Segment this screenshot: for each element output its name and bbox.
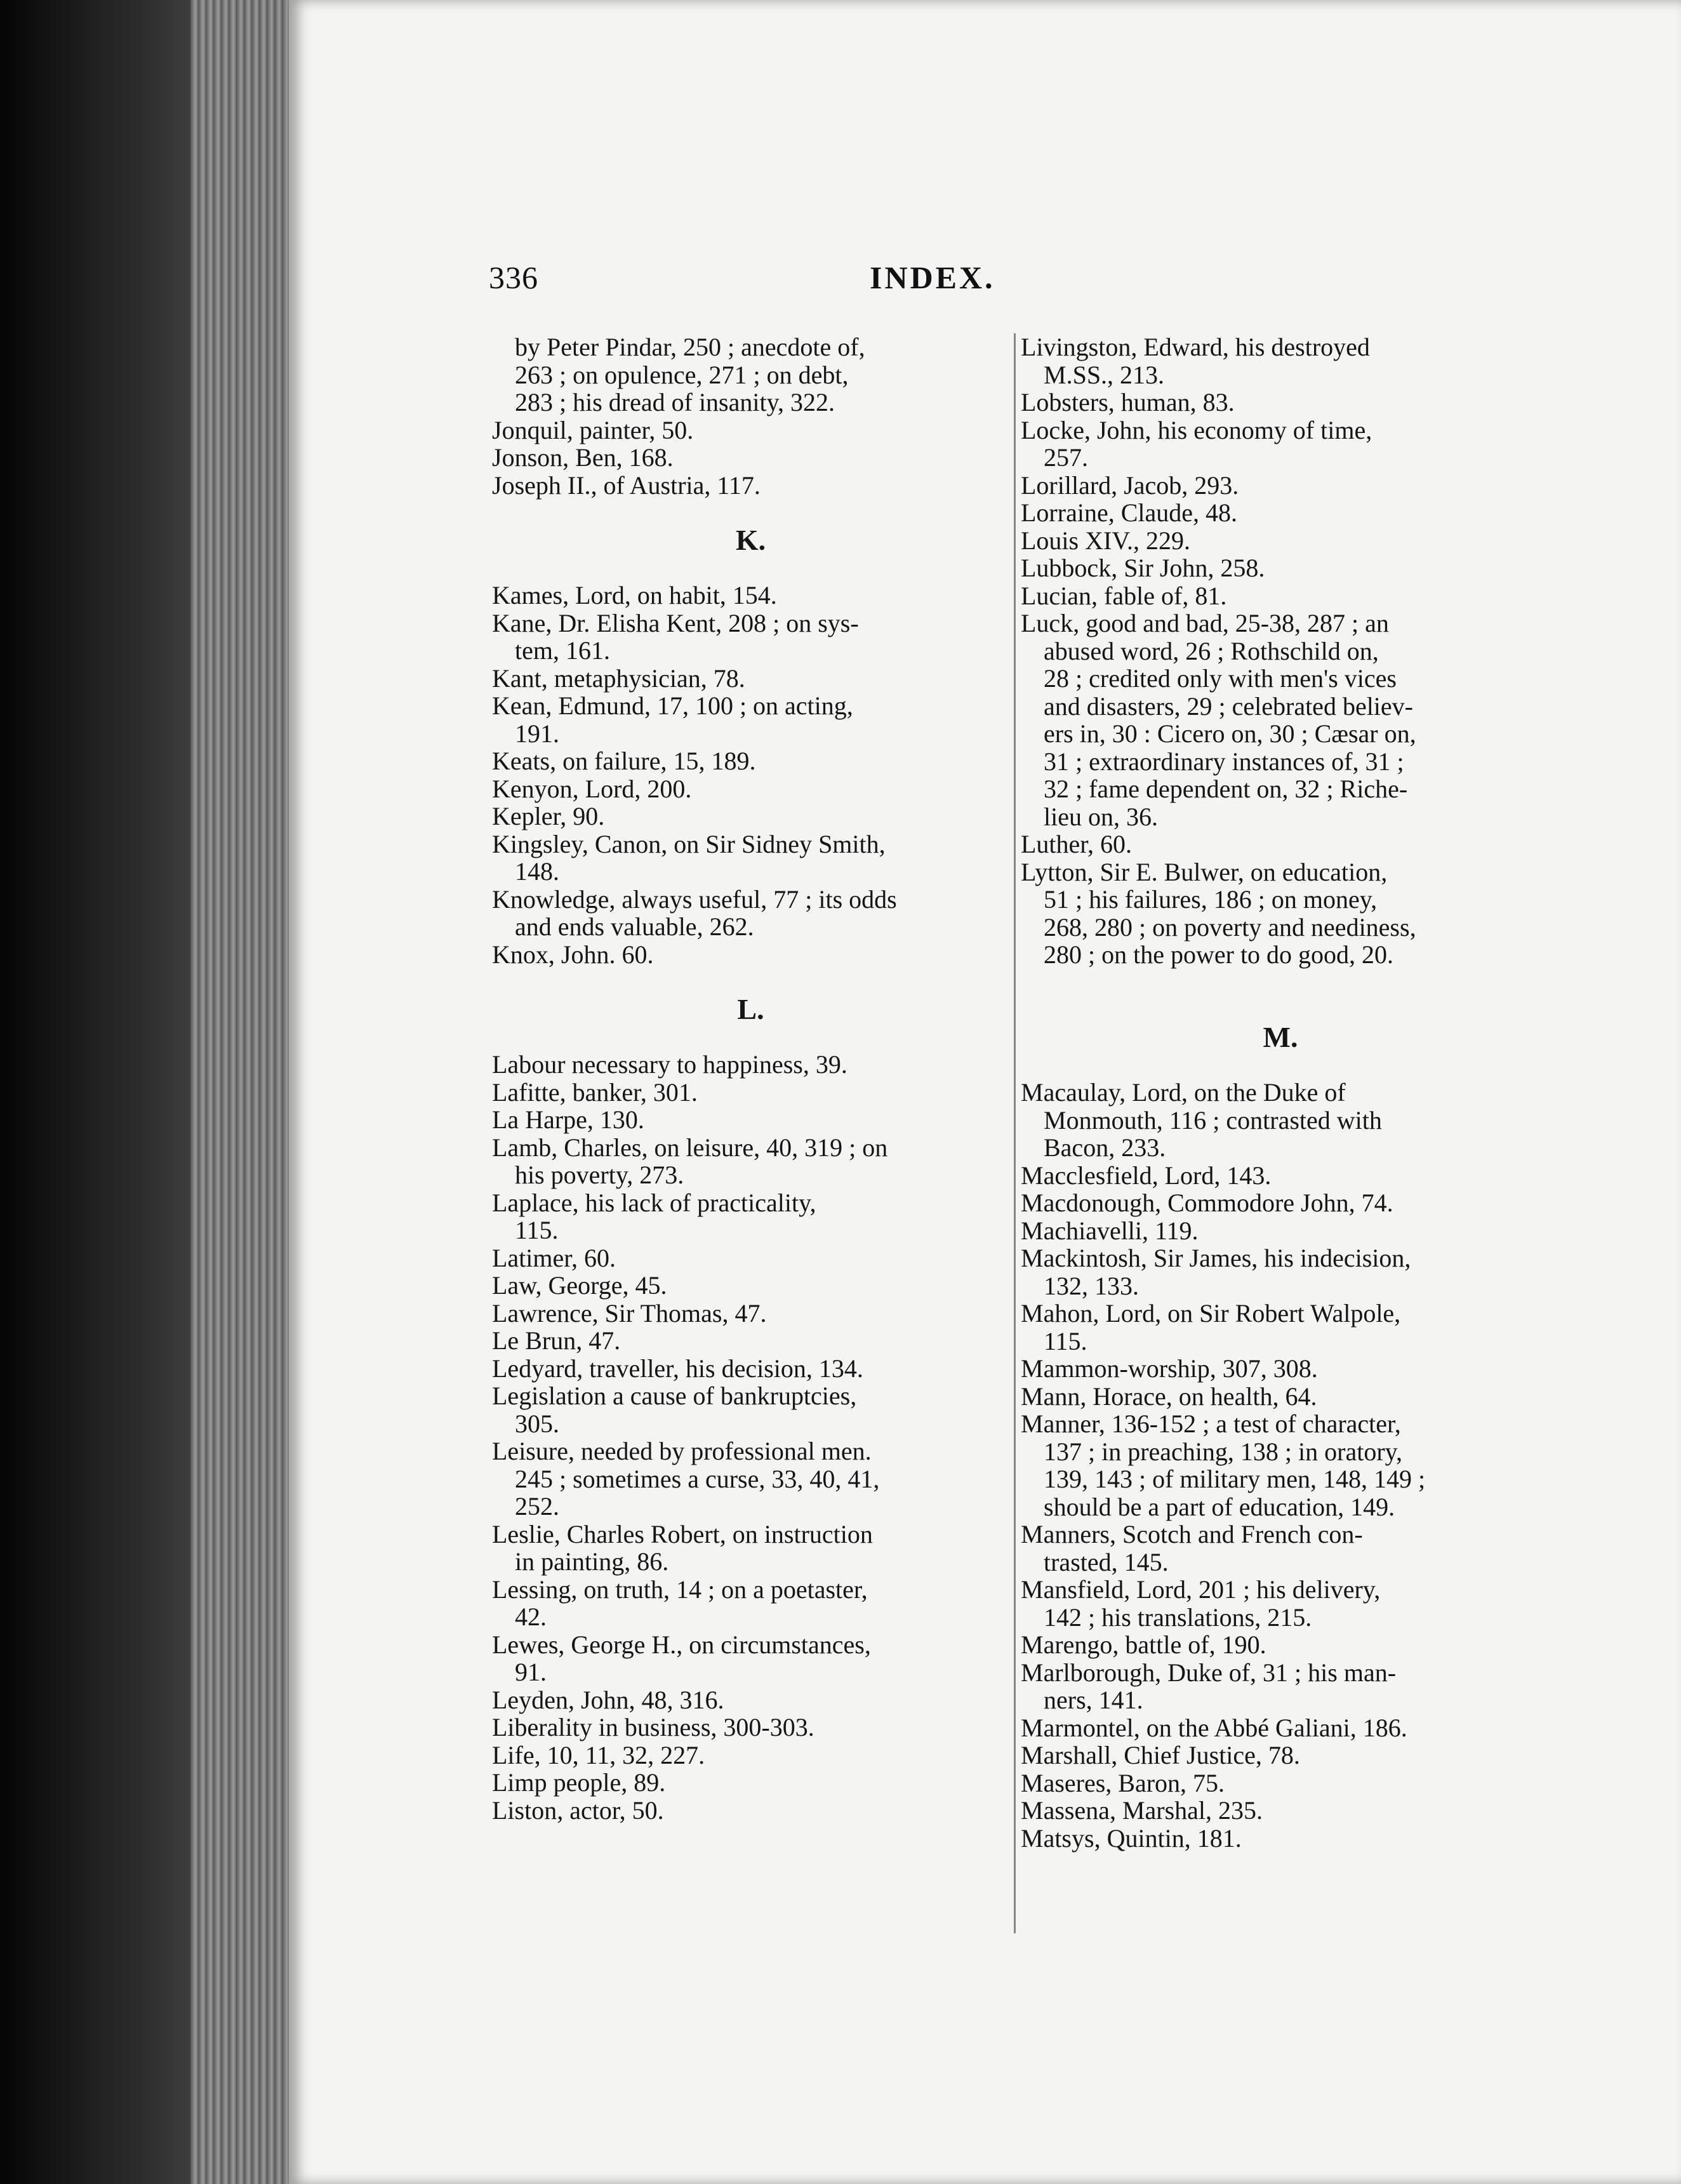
index-entry: Leyden, John, 48, 316. <box>492 1685 724 1714</box>
section-letter-heading: M. <box>1263 1021 1298 1053</box>
index-entry-continuation: 263 ; on opulence, 271 ; on debt, <box>515 360 849 389</box>
index-entry: Kames, Lord, on habit, 154. <box>492 581 777 609</box>
index-entry-continuation: trasted, 145. <box>1044 1547 1169 1576</box>
index-entry: Lawrence, Sir Thomas, 47. <box>492 1298 767 1328</box>
index-entry: La Harpe, 130. <box>492 1105 644 1134</box>
index-entry: Joseph II., of Austria, 117. <box>492 470 761 500</box>
index-entry: Knowledge, always useful, 77 ; its odds <box>492 884 897 914</box>
index-entry: Latimer, 60. <box>492 1243 616 1272</box>
index-entry-continuation: 91. <box>515 1658 547 1686</box>
running-title: INDEX. <box>870 260 995 295</box>
index-entry: Liston, actor, 50. <box>492 1795 664 1825</box>
index-entry-continuation: tem, 161. <box>515 636 610 665</box>
index-entry: Kane, Dr. Elisha Kent, 208 ; on sys- <box>492 608 859 637</box>
index-entry: Mammon-worship, 307, 308. <box>1021 1354 1318 1383</box>
index-entry-continuation: 280 ; on the power to do good, 20. <box>1044 940 1394 969</box>
index-entry: Mansfield, Lord, 201 ; his delivery, <box>1021 1575 1381 1604</box>
page-number: 336 <box>489 260 538 295</box>
index-column-right <box>1021 333 1540 1852</box>
index-entry-continuation: 115. <box>515 1216 559 1244</box>
index-entry-continuation: in painting, 86. <box>515 1547 669 1576</box>
index-entry-continuation: ners, 141. <box>1044 1686 1143 1714</box>
column-divider <box>1014 333 1016 1933</box>
index-entry: Kant, metaphysician, 78. <box>492 663 745 693</box>
index-entry: Lubbock, Sir John, 258. <box>1021 554 1265 582</box>
index-entry: Life, 10, 11, 32, 227. <box>492 1740 705 1769</box>
index-entry-continuation: 51 ; his failures, 186 ; on money, <box>1044 885 1378 914</box>
index-entry-continuation: 252. <box>515 1492 559 1521</box>
index-entry: Manners, Scotch and French con- <box>1021 1520 1363 1548</box>
index-entry: Marengo, battle of, 190. <box>1021 1630 1266 1659</box>
index-entry: Marmontel, on the Abbé Galiani, 186. <box>1021 1713 1407 1742</box>
index-entry: Maseres, Baron, 75. <box>1021 1768 1225 1797</box>
index-entry-continuation: lieu on, 36. <box>1044 802 1158 831</box>
page-edges <box>190 0 298 2184</box>
index-entry: Macaulay, Lord, on the Duke of <box>1021 1078 1346 1107</box>
index-entry: Luther, 60. <box>1021 830 1133 858</box>
index-entry-continuation: ers in, 30 : Cicero on, 30 ; Cæsar on, <box>1044 719 1416 748</box>
index-entry: Lessing, on truth, 14 ; on a poetaster, <box>492 1575 868 1604</box>
index-entry-continuation: 32 ; fame dependent on, 32 ; Riche- <box>1044 775 1408 803</box>
index-entry: Mahon, Lord, on Sir Robert Walpole, <box>1021 1299 1401 1328</box>
index-entry: Law, George, 45. <box>492 1271 667 1300</box>
index-entry-continuation: 42. <box>515 1602 547 1631</box>
index-entry-continuation: 132, 133. <box>1044 1271 1139 1300</box>
index-entry: Luck, good and bad, 25-38, 287 ; an <box>1021 609 1389 637</box>
index-entry: Lewes, George H., on circumstances, <box>492 1630 871 1659</box>
index-entry-continuation: abused word, 26 ; Rothschild on, <box>1044 636 1379 665</box>
index-entry: Jonson, Ben, 168. <box>492 443 674 472</box>
index-entry: Jonquil, painter, 50. <box>492 415 694 444</box>
index-entry-continuation: his poverty, 273. <box>515 1161 684 1189</box>
index-column-left <box>492 333 1009 1824</box>
index-entry: Kenyon, Lord, 200. <box>492 774 692 803</box>
index-entry-continuation: 115. <box>1044 1326 1087 1355</box>
index-entry: Macclesfield, Lord, 143. <box>1021 1161 1272 1190</box>
index-entry: Liberality in business, 300-303. <box>492 1713 814 1741</box>
index-entry: Le Brun, 47. <box>492 1326 621 1355</box>
index-entry: Knox, John. 60. <box>492 940 654 969</box>
index-entry: Kepler, 90. <box>492 802 605 830</box>
index-entry-continuation: 142 ; his translations, 215. <box>1044 1602 1312 1632</box>
index-entry: Ledyard, traveller, his decision, 134. <box>492 1354 863 1383</box>
index-entry: Kingsley, Canon, on Sir Sidney Smith, <box>492 829 886 858</box>
index-entry-continuation: 137 ; in preaching, 138 ; in oratory, <box>1044 1437 1403 1466</box>
index-entry: Lorillard, Jacob, 293. <box>1021 470 1239 500</box>
index-entry: Locke, John, his economy of time, <box>1021 415 1372 444</box>
index-entry: Kean, Edmund, 17, 100 ; on acting, <box>492 691 853 720</box>
page-header <box>489 259 1543 310</box>
index-entry-continuation: 268, 280 ; on poverty and neediness, <box>1044 912 1416 942</box>
index-entry: Legislation a cause of bankruptcies, <box>492 1382 857 1410</box>
index-entry-continuation: Monmouth, 116 ; contrasted with <box>1044 1105 1382 1135</box>
index-entry: Marshall, Chief Justice, 78. <box>1021 1741 1300 1769</box>
index-entry: Mann, Horace, on health, 64. <box>1021 1382 1317 1411</box>
index-entry-continuation: by Peter Pindar, 250 ; anecdote of, <box>515 333 865 361</box>
blank-line <box>1021 969 1540 997</box>
index-entry-continuation: 31 ; extraordinary instances of, 31 ; <box>1044 747 1404 776</box>
index-entry: Louis XIV., 229. <box>1021 526 1191 555</box>
index-entry: Machiavelli, 119. <box>1021 1216 1199 1245</box>
index-entry: Laplace, his lack of practicality, <box>492 1188 816 1217</box>
index-entry: Lytton, Sir E. Bulwer, on education, <box>1021 857 1388 886</box>
index-entry: Marlborough, Duke of, 31 ; his man- <box>1021 1658 1397 1687</box>
index-entry-continuation: 191. <box>515 719 559 748</box>
index-entry-continuation: 148. <box>515 857 559 886</box>
index-entry: Lafitte, banker, 301. <box>492 1077 698 1107</box>
index-entry-continuation: and disasters, 29 ; celebrated believ- <box>1044 691 1413 721</box>
index-entry: Leisure, needed by professional men. <box>492 1437 872 1465</box>
index-entry: Lucian, fable of, 81. <box>1021 581 1227 610</box>
index-entry: Limp people, 89. <box>492 1768 666 1797</box>
index-entry: Labour necessary to happiness, 39. <box>492 1050 847 1079</box>
index-entry: Massena, Marshal, 235. <box>1021 1796 1263 1825</box>
book-binding <box>0 0 190 2184</box>
index-entry: Livingston, Edward, his destroyed <box>1021 333 1370 361</box>
index-entry-continuation: 283 ; his dread of insanity, 322. <box>515 388 835 416</box>
index-entry-continuation: 257. <box>1044 443 1088 472</box>
index-entry: Macdonough, Commodore John, 74. <box>1021 1189 1393 1217</box>
index-entry-continuation: 245 ; sometimes a curse, 33, 40, 41, <box>515 1464 880 1493</box>
index-entry: Matsys, Quintin, 181. <box>1021 1823 1242 1853</box>
index-entry: Lorraine, Claude, 48. <box>1021 498 1237 527</box>
index-entry: Mackintosh, Sir James, his indecision, <box>1021 1244 1411 1272</box>
index-entry-continuation: should be a part of education, 149. <box>1044 1492 1395 1521</box>
section-letter-heading: K. <box>735 524 766 556</box>
index-entry: Manner, 136-152 ; a test of character, <box>1021 1409 1401 1438</box>
index-entry-continuation: 28 ; credited only with men's vices <box>1044 664 1397 693</box>
index-entry: Lobsters, human, 83. <box>1021 388 1235 416</box>
index-entry: Keats, on failure, 15, 189. <box>492 747 756 775</box>
index-entry-continuation: 305. <box>515 1409 559 1438</box>
index-entry: Lamb, Charles, on leisure, 40, 319 ; on <box>492 1133 888 1162</box>
index-entry: Leslie, Charles Robert, on instruction <box>492 1519 873 1548</box>
section-letter-heading: L. <box>737 993 764 1025</box>
index-entry-continuation: and ends valuable, 262. <box>515 912 754 941</box>
index-entry-continuation: 139, 143 ; of military men, 148, 149 ; <box>1044 1465 1426 1493</box>
index-entry-continuation: Bacon, 233. <box>1044 1133 1166 1162</box>
index-entry-continuation: M.SS., 213. <box>1044 360 1165 389</box>
